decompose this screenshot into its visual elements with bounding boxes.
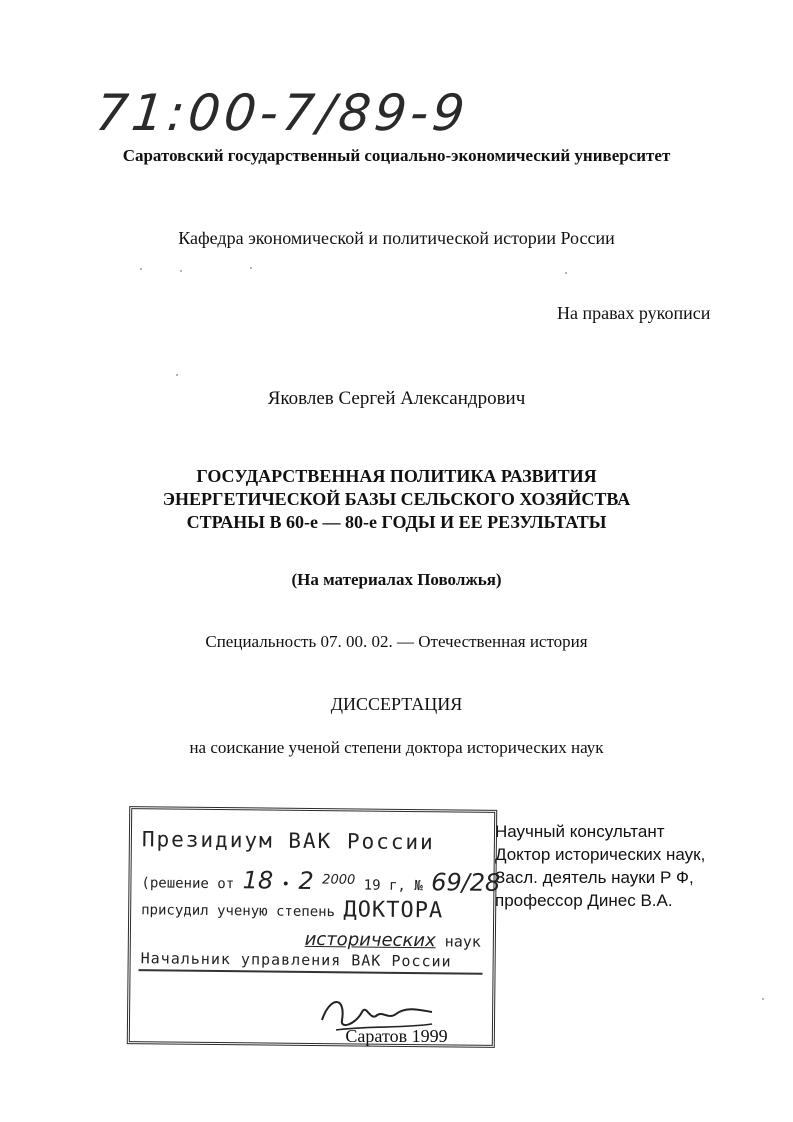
stamp-decision-number-label: г, № xyxy=(388,877,423,895)
consultant-line: Засл. деятель науки Р Ф, xyxy=(495,868,694,887)
stamp-decision-year-written: 2000 xyxy=(322,872,356,888)
stamp-decision-day: 18 xyxy=(242,866,274,895)
consultant-line: Доктор исторических наук, xyxy=(495,845,706,864)
vak-stamp xyxy=(127,806,501,1048)
stamp-field-line xyxy=(141,927,481,952)
scientific-consultant xyxy=(495,820,705,912)
stamp-decision-prefix: (решение от xyxy=(141,875,235,893)
title-line: ЭНЕРГЕТИЧЕСКОЙ БАЗЫ СЕЛЬСКОГО ХОЗЯЙСТВА xyxy=(162,489,631,509)
university-name: Саратовский государственный социально-экономический университет xyxy=(122,146,671,165)
stamp-field-suffix: наук xyxy=(444,932,481,951)
title-line: ГОСУДАРСТВЕННАЯ ПОЛИТИКА РАЗВИТИЯ xyxy=(196,466,597,486)
stamp-head-title: Начальник управления ВАК России xyxy=(140,949,452,971)
specialty-line: Специальность 07. 00. 02. — Отечественная история xyxy=(205,632,588,651)
author-name: Яковлев Сергей Александрович xyxy=(267,388,526,409)
title-line: СТРАНЫ В 60-е — 80-е ГОДЫ И ЕЕ РЕЗУЛЬТАТЫ xyxy=(186,512,607,532)
stamp-field-written: исторических xyxy=(304,928,436,952)
stamp-decision-number: 69/28 xyxy=(431,868,501,897)
dissertation-subtitle: (На материалах Поволжья) xyxy=(291,570,502,589)
stamp-award-degree: ДОКТОРА xyxy=(343,897,444,924)
handwritten-archive-number: 71:00-7/89-9 xyxy=(92,84,472,142)
consultant-line: профессор Динес В.А. xyxy=(495,891,673,910)
stamp-award-line xyxy=(141,895,443,923)
stamp-decision-month: 2 xyxy=(298,866,314,896)
consultant-line: Научный консультант xyxy=(495,822,665,841)
department-name: Кафедра экономической и политической истории России xyxy=(178,228,615,248)
stamp-award-prefix: присудил ученую степень xyxy=(141,902,336,921)
manuscript-rights-note: На правах рукописи xyxy=(557,303,711,323)
stamp-decision-year-printed: 19 xyxy=(363,877,381,894)
dissertation-title xyxy=(0,465,793,534)
stamp-title: Президиум ВАК России xyxy=(141,827,435,855)
document-type: ДИССЕРТАЦИЯ xyxy=(330,694,463,714)
degree-line: на соискание ученой степени доктора исторических наук xyxy=(189,738,604,757)
city-and-year: Саратов 1999 xyxy=(345,1026,448,1046)
stamp-decision-line: (решение от 18 • 2 2000 19 г, № 69/28 xyxy=(141,866,501,897)
